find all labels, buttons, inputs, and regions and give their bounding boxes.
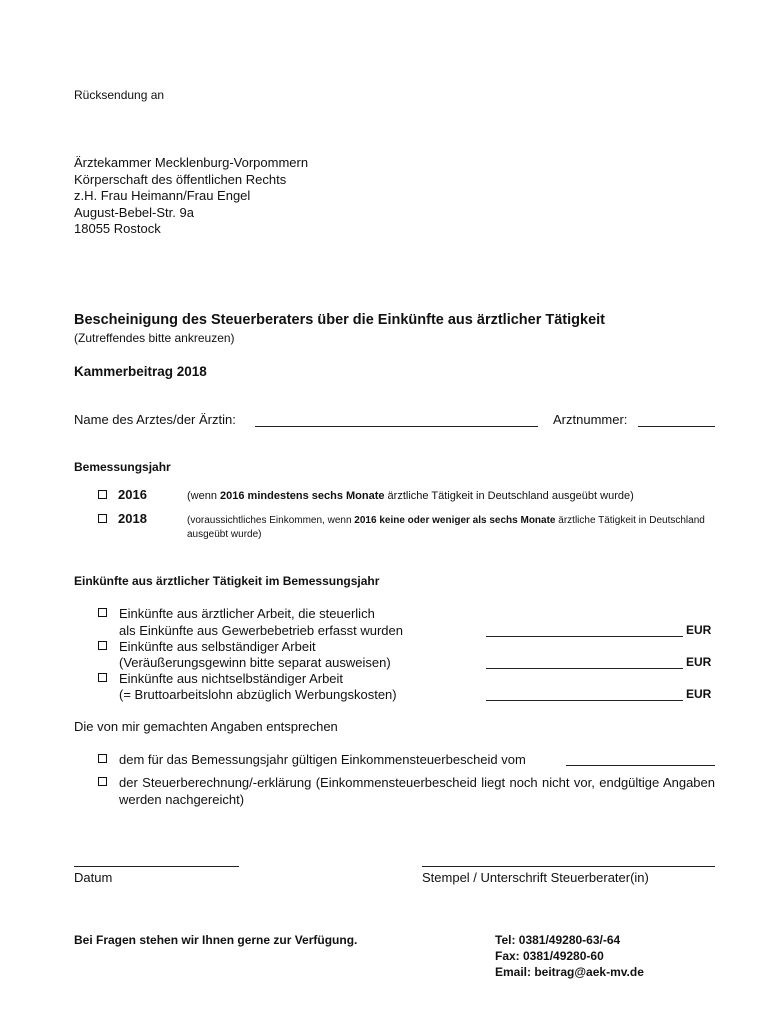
checkbox-2018[interactable] — [98, 514, 107, 523]
contact-fax: Fax: 0381/49280-60 — [495, 949, 604, 963]
checkbox-tax-assessment[interactable] — [98, 754, 107, 763]
income-business-amount-line[interactable] — [486, 636, 683, 637]
fee-title: Kammerbeitrag 2018 — [74, 364, 207, 379]
year-2016-note: (wenn 2016 mindestens sechs Monate ärztliche Tätigkeit in Deutschland ausgeübt wurde) — [187, 490, 634, 502]
checkbox-income-employed[interactable] — [98, 673, 107, 682]
stamp-label: Stempel / Unterschrift Steuerberater(in) — [422, 870, 649, 885]
address-block — [74, 155, 308, 238]
checkbox-tax-calculation[interactable] — [98, 777, 107, 786]
doctor-number-label: Arztnummer: — [553, 412, 628, 427]
address-line: Körperschaft des öffentlichen Rechts — [74, 171, 287, 187]
document-title: Bescheinigung des Steuerberaters über die Einkünfte aus ärztlicher Tätigkeit — [74, 312, 606, 328]
date-label: Datum — [74, 870, 113, 885]
address-line: 18055 Rostock — [74, 221, 161, 236]
checkbox-income-business[interactable] — [98, 608, 107, 617]
income-heading: Einkünfte aus ärztlicher Tätigkeit im Bemessungsjahr — [74, 574, 380, 588]
address-line: z.H. Frau Heimann/Frau Engel — [74, 188, 251, 203]
year-2018-note: (voraussichtliches Einkommen, wenn 2016 keine oder weniger als sechs Monate ärztliche Tätigkeit in Deutschland ausgeübt wurde) — [187, 515, 705, 540]
questions-note: Bei Fragen stehen wir Ihnen gerne zur Verfügung. — [74, 933, 358, 947]
stamp-signature-line[interactable] — [422, 866, 715, 867]
address-line: Ärztekammer Mecklenburg-Vorpommern — [74, 155, 309, 170]
checkbox-2016[interactable] — [98, 490, 107, 499]
date-signature-line[interactable] — [74, 866, 239, 867]
income-employed-line1: Einkünfte aus nichtselbständiger Arbeit — [119, 671, 344, 686]
income-business-line2: als Einkünfte aus Gewerbebetrieb erfasst wurden — [119, 623, 403, 638]
income-employed-amount-line[interactable] — [486, 700, 683, 701]
year-2016-label: 2016 — [118, 487, 147, 502]
contact-email: Email: beitrag@aek-mv.de — [495, 965, 644, 979]
name-input-line[interactable] — [255, 426, 538, 427]
tax-assessment-label: dem für das Bemessungsjahr gültigen Einkommensteuerbescheid vom — [119, 752, 526, 767]
name-label: Name des Arztes/der Ärztin: — [74, 412, 236, 427]
address-line: August-Bebel-Str. 9a — [74, 204, 194, 220]
tax-calculation-label: der Steuerberechnung/-erklärung (Einkommensteuerbescheid liegt noch nicht vor, endgültige Angaben werden nachgereicht) — [119, 775, 715, 807]
assessment-year-heading: Bemessungsjahr — [74, 460, 171, 474]
income-employed-line2: (= Bruttoarbeitslohn abzüglich Werbungskosten) — [119, 687, 397, 702]
contact-tel: Tel: 0381/49280-63/-64 — [495, 933, 621, 947]
currency-label: EUR — [686, 623, 712, 637]
doctor-number-input-line[interactable] — [638, 426, 715, 427]
document-subtitle: (Zutreffendes bitte ankreuzen) — [74, 331, 235, 345]
currency-label: EUR — [686, 687, 712, 701]
checkbox-income-selfemployed[interactable] — [98, 641, 107, 650]
statement-intro: Die von mir gemachten Angaben entsprechen — [74, 719, 338, 734]
income-business-line1: Einkünfte aus ärztlicher Arbeit, die steuerlich — [119, 606, 375, 621]
currency-label: EUR — [686, 655, 712, 669]
income-selfemployed-line1: Einkünfte aus selbständiger Arbeit — [119, 639, 316, 654]
year-2018-label: 2018 — [118, 511, 147, 526]
return-label: Rücksendung an — [74, 88, 165, 102]
tax-assessment-date-line[interactable] — [566, 765, 715, 766]
income-selfemployed-line2: (Veräußerungsgewinn bitte separat ausweisen) — [119, 655, 391, 670]
income-selfemployed-amount-line[interactable] — [486, 668, 683, 669]
